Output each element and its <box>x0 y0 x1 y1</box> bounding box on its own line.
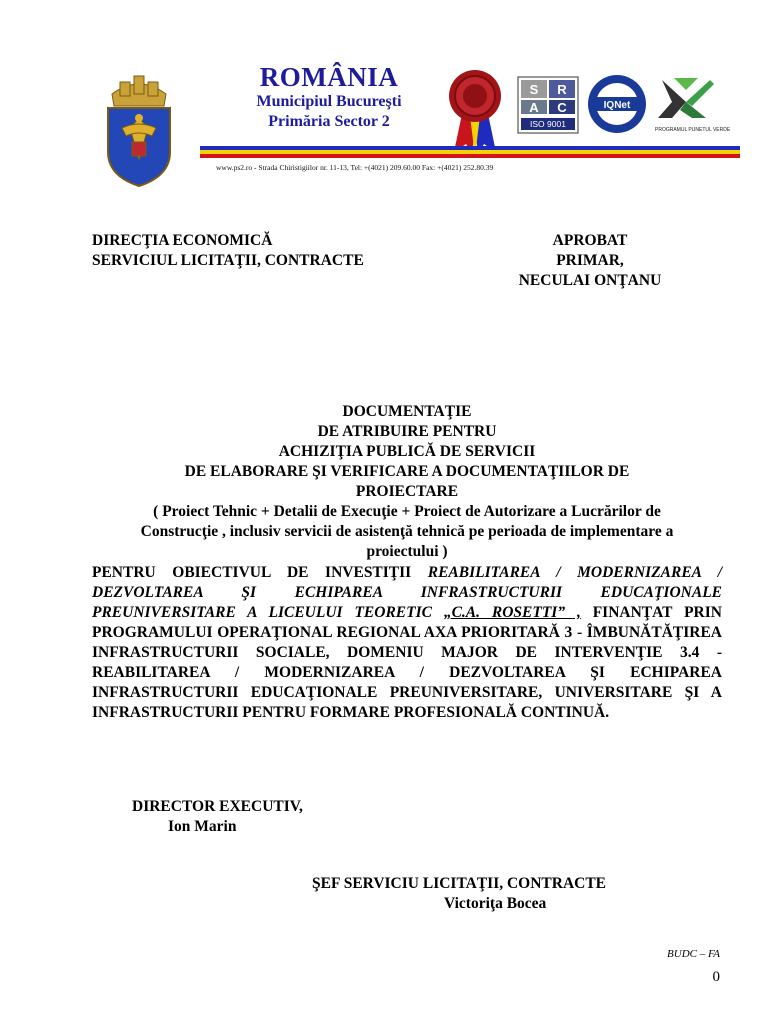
director-title: DIRECTOR EXECUTIV, <box>132 798 303 815</box>
approval-block <box>500 231 680 291</box>
title-line: DE ATRIBUIRE PENTRU <box>317 423 497 440</box>
green-program-caption: PROGRAMUL PUNETUL VERDE <box>655 127 731 133</box>
title-line: ( Proiect Tehnic + Detalii de Execuţie + Proiect de Autorizare a Lucrărilor de <box>153 503 661 520</box>
contact-address: www.ps2.ro - Strada Chiristigiilor nr. 11-13, Tel: +(4021) 209.60.00 Fax: +(4021) 252.80.39 <box>216 163 494 172</box>
svg-text:ISO 9001: ISO 9001 <box>530 119 566 129</box>
svg-text:IQNet: IQNet <box>603 100 631 111</box>
iqnet-certification-icon <box>586 73 648 135</box>
svg-text:S: S <box>529 82 539 97</box>
document-code: BUDC – FA <box>667 948 720 960</box>
title-line: DE ELABORARE ŞI VERIFICARE A DOCUMENTAŢIILOR DE <box>184 463 630 480</box>
letterhead <box>0 48 770 198</box>
objective-italic: REABILITAREA / MODERNIZAREA / DEZVOLTAREA ŞI ECHIPAREA INFRASTRUCTURII EDUCAŢIONALE PREUNIVERSITARE A LICEULUI TEORETIC <box>92 564 722 621</box>
header-title-block <box>240 62 418 132</box>
document-title <box>92 402 722 562</box>
objective-suffix: FINANŢAT PRIN PROGRAMULUI OPERAŢIONAL REGIONAL AXA PRIORITARĂ 3 - ÎMBUNĂTĂŢIREA INFRASTRUCTURII SOCIALE, DOMENIU MAJOR DE INTERVENŢIE 3.4 - REABILITAREA / MODERNIZAREA / DEZVOLTAREA ŞI ECHIPAREA INFRASTRUCTURII EDUCAŢIONALE PREUNIVERSITARE, UNIVERSITARE ŞI A INFRASTRUCTURII PENTRU FORMARE PROFESIONALĂ CONTINUĂ. <box>92 604 722 721</box>
approval-role: PRIMAR, <box>556 252 624 269</box>
tricolor-stripes <box>200 146 740 158</box>
department-block <box>92 231 364 271</box>
objective-prefix: PENTRU OBIECTIVUL DE INVESTIŢII <box>92 564 428 581</box>
srac-certification-icon <box>517 76 579 134</box>
title-line: PROIECTARE <box>355 483 459 500</box>
svg-text:C: C <box>557 100 567 115</box>
page-number: 0 <box>712 969 720 985</box>
title-line: Construcţie , inclusiv servicii de asistenţă tehnică pe perioada de implementare a <box>140 523 674 540</box>
title-line: ACHIZIŢIA PUBLICĂ DE SERVICII <box>278 443 536 460</box>
school-name: „C.A. ROSETTI” , <box>443 604 581 621</box>
office-title: Primăria Sector 2 <box>268 113 390 130</box>
director-signature <box>132 797 303 837</box>
department-name: DIRECŢIA ECONOMICĂ <box>92 232 273 249</box>
coat-of-arms-icon <box>98 72 180 190</box>
approval-name: NECULAI ONŢANU <box>518 272 662 289</box>
director-name: Ion Marin <box>168 818 237 835</box>
municipality-title: Municipiul Bucureşti <box>256 93 402 110</box>
objective-paragraph <box>92 563 722 723</box>
chief-title: ŞEF SERVICIU LICITAŢII, CONTRACTE <box>312 875 607 892</box>
award-seal-icon <box>440 64 510 156</box>
svg-text:R: R <box>557 82 567 97</box>
svg-text:A: A <box>529 100 539 115</box>
approval-label: APROBAT <box>552 232 628 249</box>
country-title: ROMÂNIA <box>259 62 399 92</box>
chief-signature <box>312 874 606 914</box>
title-line: DOCUMENTAŢIE <box>342 403 472 420</box>
service-name: SERVICIUL LICITAŢII, CONTRACTE <box>92 252 364 269</box>
title-line: proiectului ) <box>366 543 448 560</box>
chief-name: Victoriţa Bocea <box>444 895 547 912</box>
